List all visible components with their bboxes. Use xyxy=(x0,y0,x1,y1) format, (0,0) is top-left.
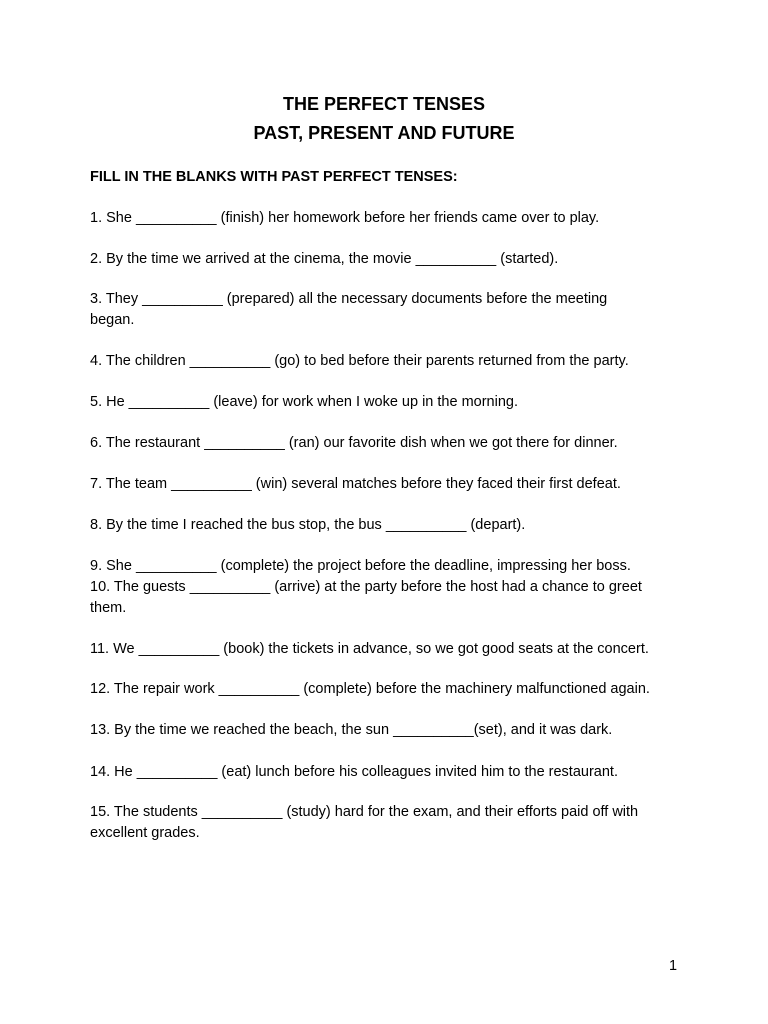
exercise-item-5: 5. He __________ (leave) for work when I woke up in the morning. xyxy=(90,394,518,410)
document-title: THE PERFECT TENSES xyxy=(282,94,486,114)
exercise-item-14: 14. He __________ (eat) lunch before his colleagues invited him to the restaurant. xyxy=(90,764,618,780)
exercise-item-6: 6. The restaurant __________ (ran) our favorite dish when we got there for dinner. xyxy=(90,435,618,451)
exercise-item-4: 4. The children __________ (go) to bed before their parents returned from the party. xyxy=(90,353,629,369)
exercise-item-9: 9. She __________ (complete) the project before the deadline, impressing her boss. xyxy=(90,558,631,574)
exercise-item-7: 7. The team __________ (win) several matches before they faced their first defeat. xyxy=(90,476,621,492)
exercise-item-1: 1. She __________ (finish) her homework before her friends came over to play. xyxy=(90,210,600,226)
exercise-item-10: 10. The guests __________ (arrive) at the party before the host had a chance to greet them. xyxy=(90,579,642,616)
exercise-item-2: 2. By the time we arrived at the cinema, the movie __________ (started). xyxy=(90,251,559,267)
page-number: 1 xyxy=(669,958,678,974)
exercise-item-3: 3. They __________ (prepared) all the necessary documents before the meeting began. xyxy=(90,291,608,328)
exercise-item-13: 13. By the time we reached the beach, the sun __________(set), and it was dark. xyxy=(90,722,613,738)
exercise-item-12: 12. The repair work __________ (complete) before the machinery malfunctioned again. xyxy=(90,681,650,697)
exercise-instruction: FILL IN THE BLANKS WITH PAST PERFECT TENSES: xyxy=(90,169,458,185)
exercise-item-8: 8. By the time I reached the bus stop, the bus __________ (depart). xyxy=(90,517,526,533)
document-subtitle: PAST, PRESENT AND FUTURE xyxy=(253,123,515,143)
exercise-item-15: 15. The students __________ (study) hard for the exam, and their efforts paid off with excellent grades. xyxy=(90,804,639,841)
exercise-item-11: 11. We __________ (book) the tickets in advance, so we got good seats at the concert. xyxy=(90,641,649,657)
